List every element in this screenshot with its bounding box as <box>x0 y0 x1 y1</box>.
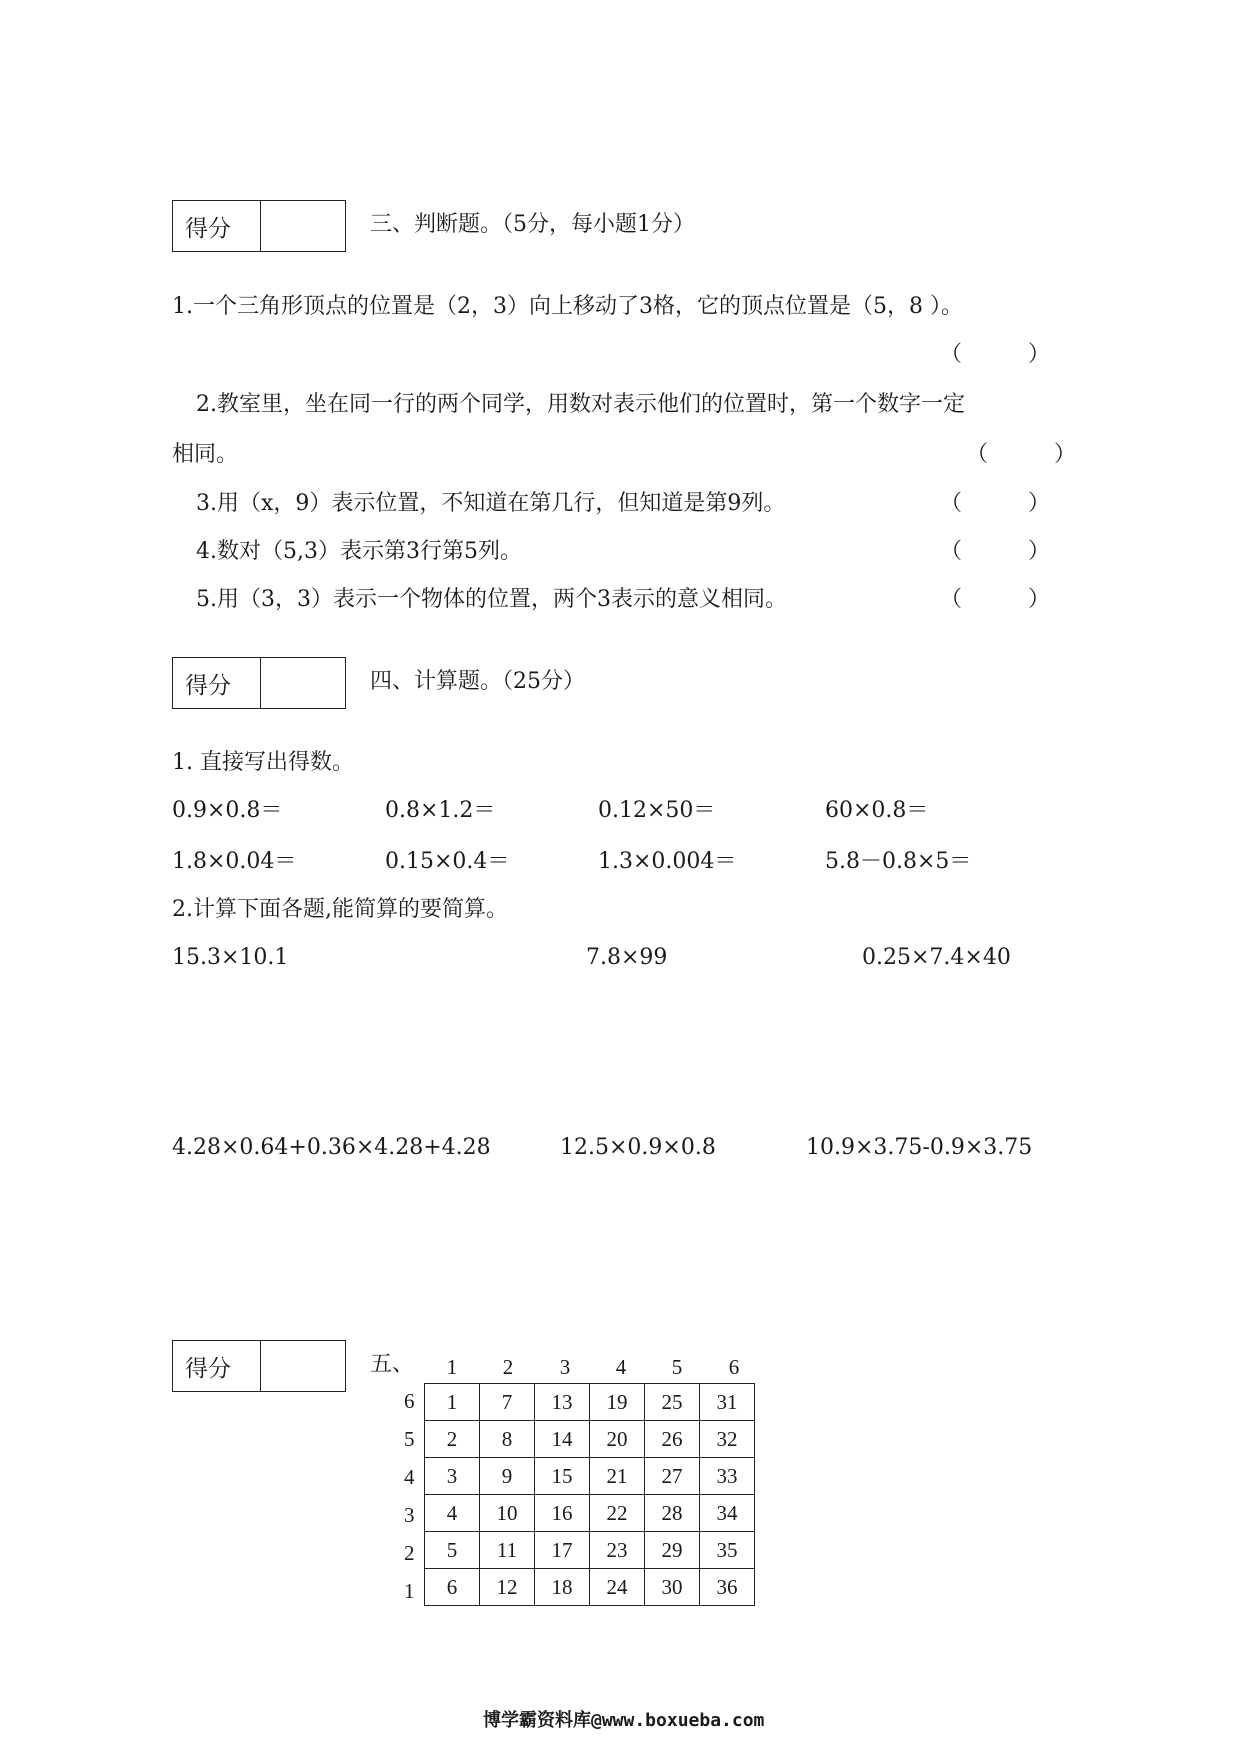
grid-cell: 14 <box>535 1421 590 1458</box>
score-label: 得分 <box>173 658 261 708</box>
grid-cell: 18 <box>535 1569 590 1606</box>
grid-cell: 30 <box>645 1569 700 1606</box>
grid-row-header: 3 <box>404 1503 415 1527</box>
section-4-title: 四、计算题。（25分） <box>370 669 585 694</box>
grid-col-header: 1 <box>446 1355 458 1379</box>
calc-item: 1.3×0.004＝ <box>598 849 737 874</box>
grid-col-header: 6 <box>728 1355 740 1379</box>
calc-q2: 2.计算下面各题,能简算的要简算。 <box>172 897 508 922</box>
calc-item: 0.12×50＝ <box>598 798 716 823</box>
grid-cell: 12 <box>480 1569 535 1606</box>
grid-cell: 16 <box>535 1495 590 1532</box>
grid-row-header: 5 <box>404 1427 415 1451</box>
score-box-5 <box>172 1340 346 1392</box>
grid-cell: 21 <box>590 1458 645 1495</box>
grid-row-header: 6 <box>404 1389 415 1413</box>
calc-item: 0.15×0.4＝ <box>385 849 510 874</box>
grid-cell: 8 <box>480 1421 535 1458</box>
judge-item-2-cont: 相同。 <box>172 442 239 467</box>
grid-col-header: 2 <box>502 1355 514 1379</box>
section-5-title: 五、 <box>370 1352 415 1377</box>
calc-item: 12.5×0.9×0.8 <box>560 1135 716 1160</box>
grid-cell: 4 <box>425 1495 480 1532</box>
answer-paren-1[interactable]: （ ） <box>940 342 1051 367</box>
calc-item: 0.9×0.8＝ <box>172 798 283 823</box>
calc-q1: 1. 直接写出得数。 <box>172 750 354 775</box>
grid-row <box>425 1458 755 1495</box>
grid-cell: 33 <box>700 1458 755 1495</box>
calc-item: 0.8×1.2＝ <box>385 798 496 823</box>
judge-item-2: 2.教室里，坐在同一行的两个同学，用数对表示他们的位置时，第一个数字一定 <box>196 392 965 417</box>
judge-item-3: 3.用（x，9）表示位置，不知道在第几行，但知道是第9列。 <box>196 491 786 516</box>
grid-cell: 23 <box>590 1532 645 1569</box>
grid-cell: 6 <box>425 1569 480 1606</box>
section-3-title: 三、判断题。（5分，每小题1分） <box>370 212 695 237</box>
score-box-4 <box>172 657 346 709</box>
score-box-3 <box>172 200 346 252</box>
grid-cell: 28 <box>645 1495 700 1532</box>
grid-cell: 27 <box>645 1458 700 1495</box>
answer-paren-3[interactable]: （ ） <box>940 491 1051 516</box>
calc-item: 15.3×10.1 <box>172 945 289 970</box>
grid-cell: 24 <box>590 1569 645 1606</box>
judge-item-5: 5.用（3，3）表示一个物体的位置，两个3表示的意义相同。 <box>196 587 787 612</box>
calc-item: 1.8×0.04＝ <box>172 849 297 874</box>
grid-cell: 36 <box>700 1569 755 1606</box>
score-value[interactable] <box>261 658 345 708</box>
grid-cell: 35 <box>700 1532 755 1569</box>
grid-cell: 17 <box>535 1532 590 1569</box>
grid-cell: 7 <box>480 1384 535 1421</box>
grid-col-header: 4 <box>615 1355 627 1379</box>
judge-item-1: 1.一个三角形顶点的位置是（2，3）向上移动了3格，它的顶点位置是（5，8 ）。 <box>172 294 963 319</box>
grid-cell: 26 <box>645 1421 700 1458</box>
grid-row-header: 2 <box>404 1541 415 1565</box>
grid-cell: 5 <box>425 1532 480 1569</box>
calc-item: 10.9×3.75-0.9×3.75 <box>806 1135 1033 1160</box>
grid-row <box>425 1569 755 1606</box>
answer-paren-2[interactable]: （ ） <box>966 442 1077 467</box>
grid-cell: 9 <box>480 1458 535 1495</box>
grid-cell: 2 <box>425 1421 480 1458</box>
score-label: 得分 <box>173 201 261 251</box>
grid-cell: 15 <box>535 1458 590 1495</box>
grid-cell: 13 <box>535 1384 590 1421</box>
calc-item: 5.8－0.8×5＝ <box>825 849 972 874</box>
grid-row-header: 1 <box>404 1579 415 1603</box>
score-value[interactable] <box>261 201 345 251</box>
grid-row <box>425 1421 755 1458</box>
score-label: 得分 <box>173 1341 261 1391</box>
grid-row <box>425 1495 755 1532</box>
grid-cell: 10 <box>480 1495 535 1532</box>
grid-cell: 19 <box>590 1384 645 1421</box>
grid-cell: 20 <box>590 1421 645 1458</box>
grid-cell: 1 <box>425 1384 480 1421</box>
footer-watermark: 博学霸资料库@www.boxueba.com <box>483 1710 765 1731</box>
score-value[interactable] <box>261 1341 345 1391</box>
calc-item: 7.8×99 <box>586 945 668 970</box>
grid-cell: 22 <box>590 1495 645 1532</box>
grid-cell: 29 <box>645 1532 700 1569</box>
grid-row <box>425 1384 755 1421</box>
calc-item: 60×0.8＝ <box>825 798 929 823</box>
grid-cell: 31 <box>700 1384 755 1421</box>
number-grid <box>424 1383 755 1606</box>
calc-item: 4.28×0.64+0.36×4.28+4.28 <box>172 1135 491 1160</box>
grid-row <box>425 1532 755 1569</box>
answer-paren-4[interactable]: （ ） <box>940 539 1051 564</box>
judge-item-4: 4.数对（5,3）表示第3行第5列。 <box>196 539 522 564</box>
grid-row-header: 4 <box>404 1465 415 1489</box>
grid-cell: 3 <box>425 1458 480 1495</box>
grid-cell: 11 <box>480 1532 535 1569</box>
grid-cell: 34 <box>700 1495 755 1532</box>
grid-cell: 32 <box>700 1421 755 1458</box>
grid-cell: 25 <box>645 1384 700 1421</box>
answer-paren-5[interactable]: （ ） <box>940 587 1051 612</box>
calc-item: 0.25×7.4×40 <box>862 945 1011 970</box>
grid-col-header: 3 <box>559 1355 571 1379</box>
grid-col-header: 5 <box>671 1355 683 1379</box>
